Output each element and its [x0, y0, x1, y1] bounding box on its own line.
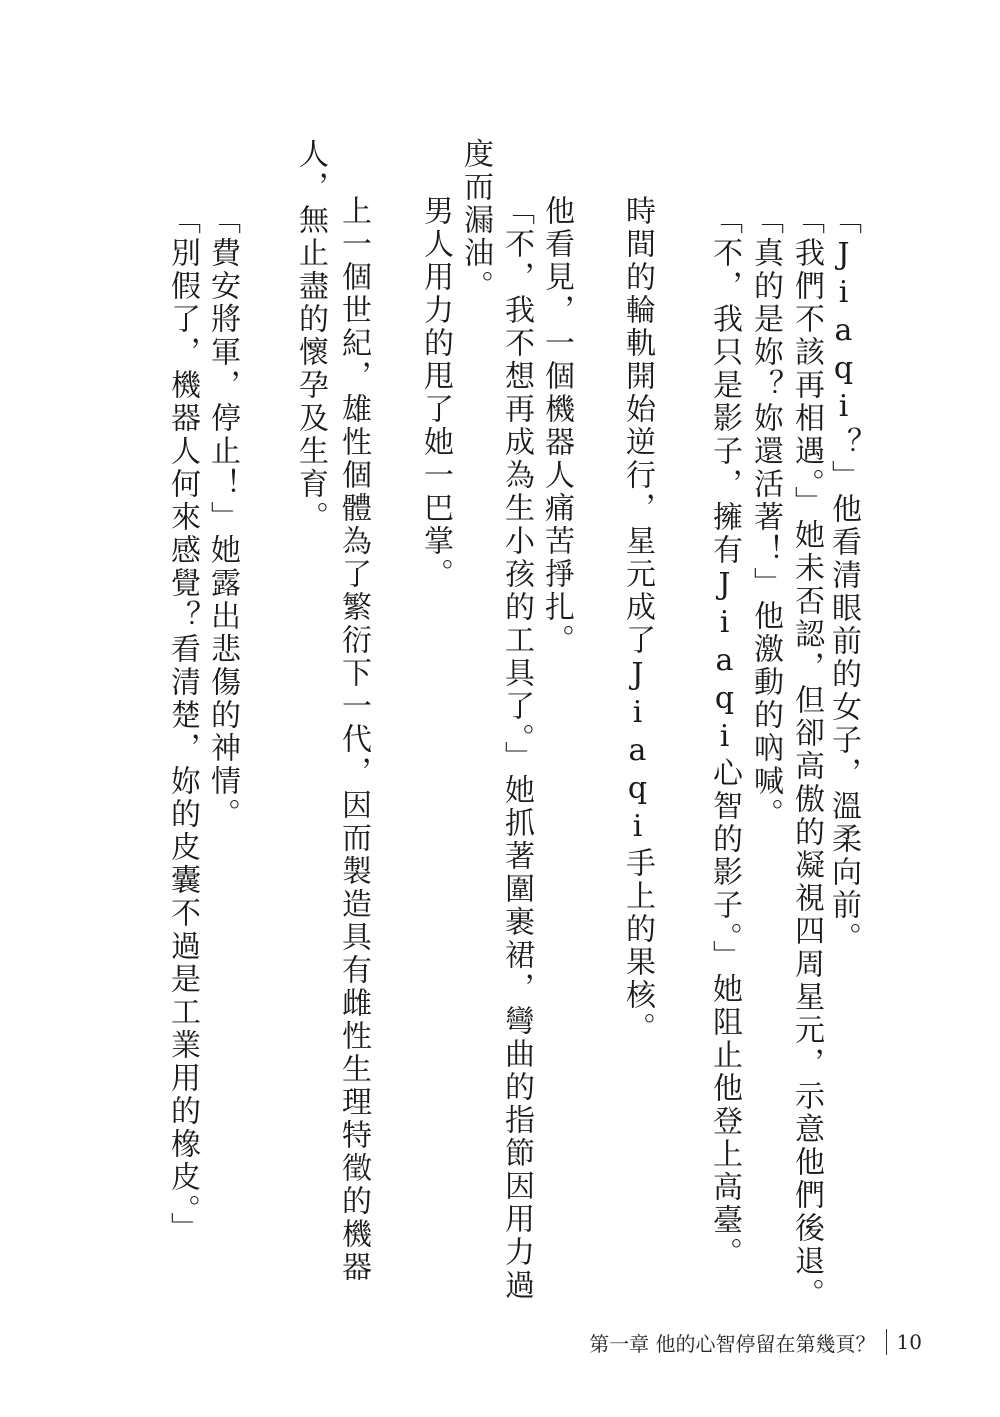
- text-column-8: 度而漏油。: [458, 138, 493, 303]
- text-column-10: 上一個世紀，雄性個體為了繁衍下一代，因而製造具有雌性生理特徵的機器: [336, 195, 371, 1284]
- page-footer: [589, 1322, 922, 1362]
- text-column-13: 「別假了，機器人何來感覺？看清楚，妳的皮囊不過是工業用的橡皮。」: [165, 204, 200, 1245]
- text-column-1: 「Jiaqi？」他看清眼前的女子，溫柔向前。: [826, 204, 861, 955]
- page-number: 10: [896, 1330, 922, 1354]
- text-column-9: 男人用力的甩了她一巴掌。: [418, 195, 453, 591]
- text-column-5: 時間的輪軌開始逆行，星元成了Jiaqi手上的果核。: [620, 195, 655, 1045]
- text-column-12: 「費安將軍，停止！」她露出悲傷的神情。: [205, 204, 240, 831]
- text-column-7: 「不，我不想再成為生小孩的工具了。」她抓著圍裹裙，彎曲的指節因用力過: [499, 195, 534, 1302]
- text-column-6: 他看見，一個機器人痛苦掙扎。: [539, 195, 574, 657]
- text-column-4: 「不，我只是影子，擁有Jiaqi心智的影子。」她阻止他登上高臺。: [707, 204, 742, 1270]
- text-column-2: 「我們不該再相遇。」她未否認，但卻高傲的凝視四周星元，示意他們後退。: [789, 204, 824, 1311]
- text-column-3: 「真的是妳？妳還活著！」他激動的吶喊。: [748, 204, 783, 831]
- chapter-title: 第一章 他的心智停留在第幾頁？: [589, 1331, 876, 1356]
- footer-divider: [886, 1329, 887, 1355]
- text-column-11: 人，無止盡的懷孕及生育。: [293, 138, 328, 534]
